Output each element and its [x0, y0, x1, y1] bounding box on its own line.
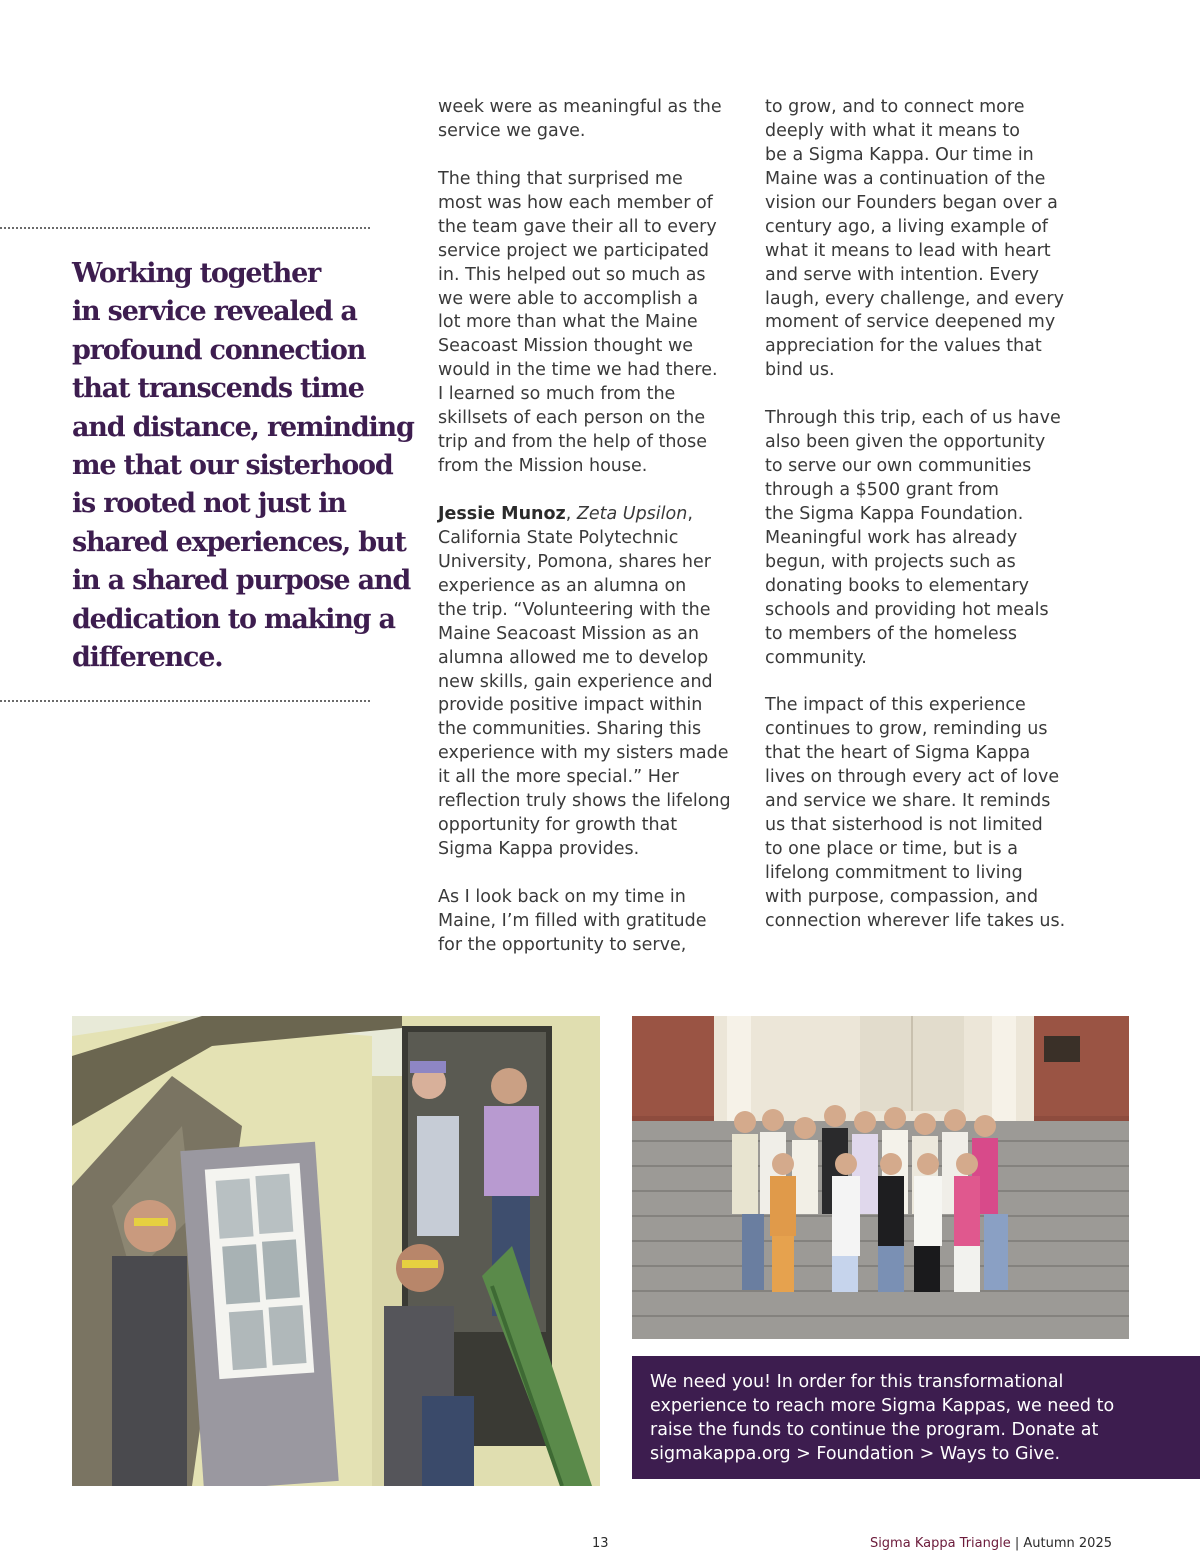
text-line: and service we share. It reminds — [765, 791, 1051, 812]
text-line: that the heart of Sigma Kappa — [765, 743, 1031, 764]
text-line: Meaningful work has already — [765, 527, 1018, 548]
text-line: most was how each member of — [438, 192, 713, 213]
text-line: opportunity for growth that — [438, 815, 678, 836]
text-line: the communities. Sharing this — [438, 719, 702, 740]
text-line: As I look back on my time in — [438, 886, 686, 907]
text-line: from the Mission house. — [438, 456, 648, 477]
text-line: moment of service deepened my — [765, 312, 1056, 333]
text-line: in. This helped out so much as — [438, 264, 706, 285]
text-line: skillsets of each person on the — [438, 408, 706, 429]
publication-name: Sigma Kappa Triangle — [869, 1536, 1011, 1551]
text-line: vision our Founders began over a — [765, 192, 1058, 213]
pull-quote-line: dedication to making a — [72, 603, 395, 635]
pull-quote-line: me that our sisterhood — [72, 450, 393, 482]
text-line: Sigma Kappa provides. — [438, 839, 640, 860]
text-line: century ago, a living example of — [765, 216, 1048, 237]
text-line: Maine was a continuation of the — [765, 168, 1046, 189]
text-line: we were able to accomplish a — [438, 288, 699, 309]
text-line: for the opportunity to serve, — [438, 934, 687, 955]
text-line: lives on through every act of love — [765, 767, 1060, 788]
publication-footer — [870, 1536, 1112, 1551]
text-line: the team gave their all to every — [438, 216, 717, 237]
text-line: trip and from the help of those — [438, 432, 708, 453]
text-line: The thing that surprised me — [438, 168, 683, 189]
text-line: deeply with what it means to — [765, 120, 1020, 141]
text-line: University, Pomona, shares her — [438, 551, 711, 572]
text-line: lifelong commitment to living — [765, 863, 1023, 883]
text-line: California State Polytechnic — [438, 527, 679, 548]
text-line: The impact of this experience — [765, 695, 1026, 716]
pullquote-bottom-divider — [0, 700, 370, 702]
text-line: community. — [765, 647, 867, 668]
article-column-2 — [765, 96, 1070, 934]
paragraph — [438, 503, 738, 862]
volunteers-door-photo — [72, 1016, 600, 1486]
pull-quote-line: Working together — [72, 258, 321, 289]
text-line: the Sigma Kappa Foundation. — [765, 503, 1024, 524]
pull-quote-line: and distance, reminding — [72, 411, 414, 443]
text-line: service we gave. — [438, 120, 586, 141]
text-line: Through this trip, each of us have — [765, 408, 1061, 429]
text-line: us that sisterhood is not limited — [765, 815, 1043, 836]
text-line: the trip. “Volunteering with the — [438, 599, 711, 620]
text-line: bind us. — [765, 360, 835, 381]
callout-line: raise the funds to continue the program. Donate at — [650, 1419, 1099, 1440]
article-column-1 — [438, 96, 738, 958]
text-line: reflection truly shows the lifelong — [438, 791, 731, 812]
text-line: appreciation for the values that — [765, 336, 1042, 357]
pull-quote — [72, 255, 414, 677]
text-line: Maine Seacoast Mission as an — [438, 623, 699, 644]
text-line: week were as meaningful as the — [438, 97, 722, 117]
text-line: also been given the opportunity — [765, 432, 1046, 453]
text-line: to serve our own communities — [765, 456, 1032, 477]
text-line: continues to grow, reminding us — [765, 719, 1048, 740]
paragraph — [438, 168, 738, 479]
footer-separator: | — [1010, 1536, 1024, 1551]
text-line: be a Sigma Kappa. Our time in — [765, 144, 1034, 165]
pull-quote-line: that transcends time — [72, 373, 364, 405]
pull-quote-line: in service revealed a — [72, 296, 357, 328]
pull-quote-line: difference. — [72, 642, 223, 674]
text-line: laugh, every challenge, and every — [765, 288, 1064, 309]
text-line: provide positive impact within — [438, 695, 703, 716]
text-line: new skills, gain experience and — [438, 671, 713, 692]
chapter-name: Zeta Upsilon — [576, 503, 688, 524]
text-line: begun, with projects such as — [765, 551, 1016, 572]
text-line: connection wherever life takes us. — [765, 910, 1066, 931]
paragraph — [438, 886, 738, 958]
text-line: to grow, and to connect more — [765, 97, 1025, 117]
text-line: through a $500 grant from — [765, 480, 999, 500]
pull-quote-line: in a shared purpose and — [72, 565, 410, 597]
text-line: and serve with intention. Every — [765, 264, 1039, 285]
text-line: to one place or time, but is a — [765, 839, 1018, 860]
text-line: Jessie Munoz, Zeta Upsilon, — [438, 503, 693, 524]
pull-quote-line: profound connection — [72, 334, 366, 366]
text-line: it all the more special.” Her — [438, 767, 679, 788]
text-line: experience as an alumna on — [438, 575, 687, 596]
text-line: with purpose, compassion, and — [765, 886, 1039, 907]
text-line: would in the time we had there. — [438, 360, 718, 381]
person-name: Jessie Munoz — [438, 503, 566, 524]
pull-quote-line: shared experiences, but — [72, 526, 406, 558]
text-line: service project we participated — [438, 240, 709, 261]
donation-callout — [632, 1356, 1200, 1479]
text-line: Maine, I’m filled with gratitude — [438, 910, 707, 931]
group-steps-photo — [632, 1016, 1129, 1339]
issue-label: Autumn 2025 — [1023, 1536, 1112, 1551]
text-line: what it means to lead with heart — [765, 240, 1051, 261]
text-line: to members of the homeless — [765, 623, 1017, 644]
text-line: alumna allowed me to develop — [438, 647, 709, 668]
callout-line: experience to reach more Sigma Kappas, we need to — [650, 1395, 1115, 1416]
callout-line: We need you! In order for this transformational — [650, 1372, 1064, 1392]
paragraph — [765, 694, 1070, 933]
paragraph — [765, 96, 1070, 383]
text-line: schools and providing hot meals — [765, 599, 1049, 620]
text-line: donating books to elementary — [765, 575, 1030, 596]
paragraph — [765, 407, 1070, 670]
paragraph — [438, 96, 738, 144]
page-number: 13 — [592, 1536, 609, 1551]
text-line: I learned so much from the — [438, 384, 676, 405]
text-line: experience with my sisters made — [438, 743, 729, 764]
pullquote-top-divider — [0, 227, 370, 229]
text-line: Seacoast Mission thought we — [438, 336, 694, 357]
callout-line: sigmakappa.org > Foundation > Ways to Give. — [650, 1443, 1061, 1464]
pull-quote-line: is rooted not just in — [72, 488, 346, 520]
text-line: lot more than what the Maine — [438, 312, 698, 333]
